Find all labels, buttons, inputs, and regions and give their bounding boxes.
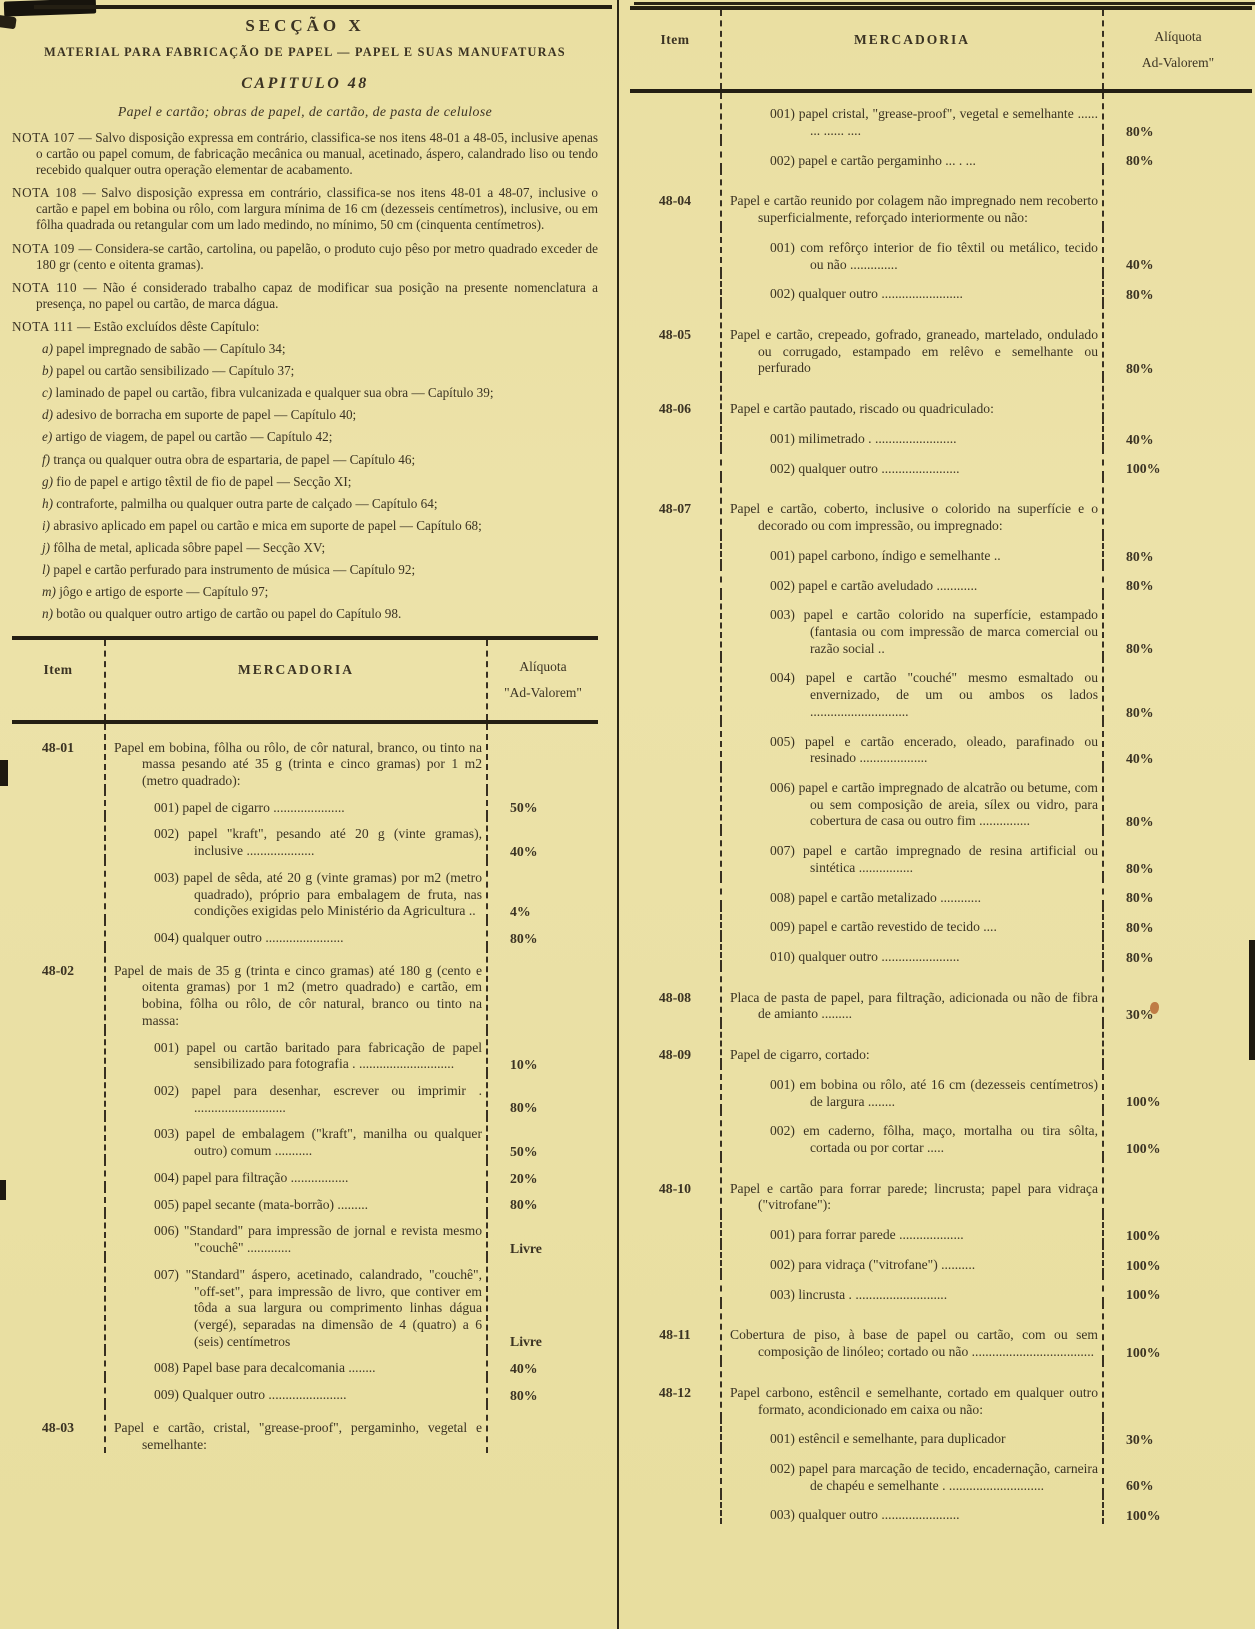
aliquota-value bbox=[486, 947, 598, 1030]
column-header-mercadoria: MERCADORIA bbox=[720, 10, 1102, 89]
aliquota-value: 40% bbox=[486, 1350, 598, 1377]
item-number bbox=[12, 1030, 104, 1073]
column-divider-rule bbox=[617, 0, 619, 1629]
exclusion-letter: n) bbox=[42, 606, 53, 622]
aliquota-value: 100% bbox=[1102, 1303, 1252, 1360]
aliquota-value: 80% bbox=[1102, 273, 1252, 303]
aliquota-value: 80% bbox=[1102, 906, 1252, 936]
section-title: SECÇÃO X bbox=[245, 16, 365, 35]
sub-item-code: 005) bbox=[770, 733, 806, 749]
tariff-subrow bbox=[12, 920, 598, 947]
tariff-subrow bbox=[630, 877, 1252, 907]
item-number bbox=[12, 1257, 104, 1351]
mercadoria-description: Cobertura de piso, à base de papel ou cartão, com ou sem composição de linóleo; cortado ou não .................................... bbox=[720, 1303, 1102, 1360]
item-number bbox=[12, 816, 104, 859]
aliquota-value: 80% bbox=[486, 1187, 598, 1214]
column-header-aliquota bbox=[486, 640, 598, 719]
tariff-row bbox=[630, 377, 1252, 418]
tariff-subrow bbox=[630, 535, 1252, 565]
exclusion-item: m) jôgo e artigo de esporte — Capítulo 97; bbox=[42, 584, 269, 600]
mercadoria-description: 002) papel "kraft", pesando até 20 g (vinte gramas), inclusive .................... bbox=[104, 816, 486, 859]
mercadoria-description: 003) papel de embalagem ("kraft", manilha ou qualquer outro) comum ........... bbox=[104, 1116, 486, 1159]
sub-item-code: 001) bbox=[154, 799, 183, 815]
mercadoria-description: 002) papel para marcação de tecido, encadernação, carneira de chapéu e semelhante . ............................ bbox=[720, 1448, 1102, 1494]
mercadoria-description: 003) papel de sêda, até 20 g (vinte gramas) por m2 (metro quadrado), próprio para embalagem de fruta, nas condições exigidas pelo Ministério da Agricultura .. bbox=[104, 860, 486, 920]
mercadoria-description: 003) lincrusta . ........................... bbox=[720, 1274, 1102, 1304]
item-number bbox=[630, 1418, 720, 1448]
item-number bbox=[630, 565, 720, 595]
tariff-subrow bbox=[630, 1244, 1252, 1274]
exclusion-letter: j) bbox=[42, 539, 51, 555]
tariff-subrow bbox=[630, 906, 1252, 936]
mercadoria-description: 002) para vidraça ("vitrofane") .......... bbox=[720, 1244, 1102, 1274]
aliquota-line2: Ad-Valorem" bbox=[1141, 54, 1215, 70]
exclusion-letter: g) bbox=[42, 473, 53, 489]
item-number bbox=[630, 1064, 720, 1110]
aliquota-value bbox=[1102, 377, 1252, 418]
mercadoria-description: 007) papel e cartão impregnado de resina artificial ou sintética ................ bbox=[720, 830, 1102, 876]
aliquota-value: 100% bbox=[1102, 1064, 1252, 1110]
item-number bbox=[630, 936, 720, 966]
aliquota-value: 40% bbox=[486, 816, 598, 859]
mercadoria-description: 001) papel cristal, "grease-proof", vegetal e semelhante ...... ... ...... .... bbox=[720, 93, 1102, 139]
sub-item-code: 002) bbox=[770, 460, 799, 476]
aliquota-line1: Alíquota bbox=[519, 659, 567, 675]
sub-item-code: 001) bbox=[770, 430, 799, 446]
exclusion-letter: m) bbox=[42, 584, 56, 600]
aliquota-value: 80% bbox=[1102, 535, 1252, 565]
note: NOTA 109 — Considera-se cartão, cartolina, ou papelão, o produto cujo pêso por metro quadrado exceder de 180 gr (cento e oitenta gramas). bbox=[12, 240, 598, 272]
item-number bbox=[630, 273, 720, 303]
mercadoria-description: 002) qualquer outro ........................ bbox=[720, 273, 1102, 303]
sub-item-code: 002) bbox=[770, 286, 799, 302]
sub-item-code: 002) bbox=[770, 152, 799, 168]
tariff-row bbox=[12, 724, 598, 790]
mercadoria-description: 006) "Standard" para impressão de jornal e revista mesmo "couchê" ............. bbox=[104, 1213, 486, 1256]
tariff-subrow bbox=[12, 1116, 598, 1159]
item-number bbox=[12, 1187, 104, 1214]
chapter-description: Papel e cartão; obras de papel, de cartão, de pasta de celulose bbox=[117, 104, 493, 119]
item-number: 48-01 bbox=[41, 739, 75, 755]
note: NOTA 108 — Salvo disposição expressa em contrário, classifica-se nos itens 48-01 a 48-07, inclusive o cartão e papel em bobina ou rôlo, com largura mínima de 16 cm (dezesseis centímetros), inclusive, ou em fôlha quadrada ou retangular com um lado medindo, no mínimo, 50 cm (cinquenta centímetros). bbox=[12, 185, 598, 233]
tariff-subrow bbox=[12, 1187, 598, 1214]
sub-item-code: 007) bbox=[770, 843, 803, 859]
sub-item-code: 001) bbox=[770, 547, 799, 563]
aliquota-line2: "Ad-Valorem" bbox=[504, 684, 582, 700]
mercadoria-description: Papel e cartão para forrar parede; lincrusta; papel para vidraça ("vitrofane"): bbox=[720, 1157, 1102, 1214]
column-header-mercadoria: MERCADORIA bbox=[104, 640, 486, 719]
item-number: 48-06 bbox=[658, 401, 692, 417]
exclusion-letter: i) bbox=[42, 517, 51, 533]
tariff-subrow bbox=[630, 721, 1252, 767]
sub-item-code: 003) bbox=[154, 1126, 186, 1142]
exclusion-item: n) botão ou qualquer outro artigo de cartão ou papel do Capítulo 98. bbox=[42, 606, 402, 622]
item-number bbox=[630, 830, 720, 876]
scan-edge-mark bbox=[0, 760, 8, 786]
tariff-subrow bbox=[630, 830, 1252, 876]
sub-item-code: 002) bbox=[770, 1460, 799, 1476]
mercadoria-description: 001) estêncil e semelhante, para duplicador bbox=[720, 1418, 1102, 1448]
tariff-row bbox=[630, 1023, 1252, 1064]
item-number bbox=[630, 721, 720, 767]
mercadoria-description: 002) papel e cartão pergaminho ... . ... bbox=[720, 140, 1102, 170]
sub-item-code: 003) bbox=[154, 869, 184, 885]
item-number bbox=[630, 767, 720, 830]
aliquota-value: 40% bbox=[1102, 721, 1252, 767]
table-body bbox=[630, 93, 1252, 1524]
sub-item-code: 004) bbox=[154, 930, 183, 945]
aliquota-value: 100% bbox=[1102, 1494, 1252, 1524]
exclusion-item: h) contraforte, palmilha ou qualquer outra parte de calçado — Capítulo 64; bbox=[42, 495, 438, 511]
mercadoria-description: Placa de pasta de papel, para filtração, adicionada ou não de fibra de amianto ......... bbox=[720, 966, 1102, 1023]
tariff-subrow bbox=[12, 790, 598, 817]
mercadoria-description: 008) Papel base para decalcomania ........ bbox=[104, 1350, 486, 1377]
item-number bbox=[630, 140, 720, 170]
mercadoria-description: 004) papel para filtração ................. bbox=[104, 1160, 486, 1187]
exclusion-item: e) artigo de viagem, de papel ou cartão — Capítulo 42; bbox=[42, 429, 333, 445]
aliquota-line1: Alíquota bbox=[1154, 29, 1202, 44]
aliquota-value bbox=[1102, 1157, 1252, 1214]
tariff-subrow bbox=[630, 1110, 1252, 1156]
scan-top-rule bbox=[34, 5, 612, 9]
mercadoria-description: 001) papel ou cartão baritado para fabricação de papel sensibilizado para fotografia . ............................ bbox=[104, 1030, 486, 1073]
item-number bbox=[630, 1244, 720, 1274]
item-number bbox=[630, 1110, 720, 1156]
item-number bbox=[12, 1160, 104, 1187]
exclusion-item: b) papel ou cartão sensibilizado — Capítulo 37; bbox=[42, 363, 295, 379]
aliquota-value: 100% bbox=[1102, 448, 1252, 478]
mercadoria-description: 002) papel e cartão aveludado ............ bbox=[720, 565, 1102, 595]
item-number: 48-08 bbox=[658, 989, 692, 1005]
left-column bbox=[12, 14, 598, 1453]
tariff-subrow bbox=[630, 767, 1252, 830]
tariff-row bbox=[630, 303, 1252, 377]
tariff-subrow bbox=[12, 1030, 598, 1073]
sub-item-code: 004) bbox=[154, 1169, 183, 1185]
tariff-subrow bbox=[12, 1073, 598, 1116]
mercadoria-description: 001) para forrar parede ................... bbox=[720, 1214, 1102, 1244]
mercadoria-description: Papel em bobina, fôlha ou rôlo, de côr natural, branco, ou tinto na massa pesando até 35 g (trinta e cinco gramas) por 1 m2 (metro quadrado): bbox=[104, 724, 486, 790]
aliquota-value: 80% bbox=[486, 1073, 598, 1116]
mercadoria-description: 006) papel e cartão impregnado de alcatrão ou betume, com ou sem composição de areia, sílex ou vidro, para cobertura de casa ou outro fim ............... bbox=[720, 767, 1102, 830]
item-number bbox=[630, 1494, 720, 1524]
exclusion-item: a) papel impregnado de sabão — Capítulo 34; bbox=[42, 341, 286, 357]
tariff-subrow bbox=[630, 93, 1252, 139]
item-number bbox=[12, 1350, 104, 1377]
tariff-subrow bbox=[12, 816, 598, 859]
exclusion-letter: b) bbox=[42, 363, 53, 379]
mercadoria-description: 009) Qualquer outro ....................... bbox=[104, 1377, 486, 1404]
section-subtitle: MATERIAL PARA FABRICAÇÃO DE PAPEL — PAPEL E SUAS MANUFATURAS bbox=[44, 45, 566, 59]
tariff-row bbox=[630, 477, 1252, 534]
aliquota-value: 80% bbox=[486, 920, 598, 947]
tariff-subrow bbox=[12, 1350, 598, 1377]
sub-item-code: 001) bbox=[770, 1227, 799, 1243]
tariff-subrow bbox=[12, 1160, 598, 1187]
aliquota-value: 80% bbox=[1102, 830, 1252, 876]
item-number bbox=[630, 906, 720, 936]
item-number bbox=[630, 1214, 720, 1244]
aliquota-value: Livre bbox=[486, 1257, 598, 1351]
aliquota-value: 100% bbox=[1102, 1214, 1252, 1244]
sub-item-code: 009) bbox=[770, 919, 799, 935]
tariff-subrow bbox=[630, 1418, 1252, 1448]
mercadoria-description: 007) "Standard" áspero, acetinado, calandrado, "couchê", "off-set", para impressão de livro, que contiver em tôda a sua largura ou comprimento linhas dágua (vergé), separadas na dimensão de 4 (quatro) a 6 (seis) centímetros bbox=[104, 1257, 486, 1351]
exclusion-letter: a) bbox=[42, 341, 53, 357]
mercadoria-description: Papel e cartão pautado, riscado ou quadriculado: bbox=[720, 377, 1102, 418]
item-number: 48-03 bbox=[41, 1419, 75, 1435]
sub-item-code: 006) bbox=[154, 1223, 184, 1239]
tariff-subrow bbox=[630, 273, 1252, 303]
sub-item-code: 001) bbox=[154, 1039, 187, 1055]
mercadoria-description: 002) em caderno, fôlha, maço, mortalha ou tira sôlta, cortada ou por cortar ..... bbox=[720, 1110, 1102, 1156]
item-number bbox=[630, 535, 720, 565]
exclusion-item: f) trança ou qualquer outra obra de espartaria, de papel — Capítulo 46; bbox=[42, 451, 416, 467]
tariff-subrow bbox=[630, 657, 1252, 720]
chapter-notes bbox=[12, 130, 598, 622]
mercadoria-description: 003) qualquer outro ....................... bbox=[720, 1494, 1102, 1524]
mercadoria-description: 009) papel e cartão revestido de tecido .... bbox=[720, 906, 1102, 936]
exclusion-letter: d) bbox=[42, 407, 53, 423]
item-number bbox=[630, 93, 720, 139]
tariff-row bbox=[12, 1404, 598, 1453]
aliquota-value: 80% bbox=[1102, 303, 1252, 377]
item-number bbox=[12, 860, 104, 920]
mercadoria-description: 001) papel de cigarro ..................... bbox=[104, 790, 486, 817]
mercadoria-description: 001) papel carbono, índigo e semelhante .. bbox=[720, 535, 1102, 565]
note: NOTA 110 — Não é considerado trabalho capaz de modificar sua posição na presente nomenclatura a presença, no papel ou cartão, de marca dágua. bbox=[12, 279, 598, 311]
mercadoria-description: Papel e cartão, crepeado, gofrado, graneado, martelado, ondulado ou corrugado, estampado em relêvo e semelhante ou perfurado bbox=[720, 303, 1102, 377]
aliquota-value: 100% bbox=[1102, 1110, 1252, 1156]
item-number bbox=[630, 227, 720, 273]
exclusion-item: j) fôlha de metal, aplicada sôbre papel — Secção XV; bbox=[42, 539, 326, 555]
tariff-subrow bbox=[630, 140, 1252, 170]
item-number: 48-09 bbox=[658, 1047, 692, 1063]
aliquota-value: 80% bbox=[1102, 140, 1252, 170]
note: NOTA 107 — Salvo disposição expressa em contrário, classifica-se nos itens 48-01 a 48-05, inclusive apenas o cartão ou papel comum, de fabricação mecânica ou manual, acetinado, áspero, calandrado liso ou tendo recebido qualquer outra operação elementar de acabamento. bbox=[12, 130, 598, 178]
item-number bbox=[12, 1377, 104, 1404]
mercadoria-description: 004) papel e cartão "couché" mesmo esmaltado ou envernizado, de um ou ambos os lados ............................. bbox=[720, 657, 1102, 720]
sub-item-code: 001) bbox=[770, 239, 801, 255]
sub-item-code: 003) bbox=[770, 1507, 799, 1523]
mercadoria-description: 008) papel e cartão metalizado ............ bbox=[720, 877, 1102, 907]
item-number bbox=[12, 1073, 104, 1116]
tariff-row bbox=[630, 966, 1252, 1023]
aliquota-value bbox=[486, 1404, 598, 1453]
item-number: 48-10 bbox=[658, 1180, 692, 1196]
sub-item-code: 002) bbox=[770, 1123, 804, 1139]
sub-item-code: 002) bbox=[770, 577, 799, 593]
sub-item-code: 006) bbox=[770, 779, 799, 795]
tariff-subrow bbox=[12, 1377, 598, 1404]
item-number: 48-05 bbox=[658, 327, 692, 343]
item-number: 48-11 bbox=[659, 1327, 691, 1343]
exclusion-letter: f) bbox=[42, 451, 51, 467]
aliquota-value: 80% bbox=[1102, 657, 1252, 720]
table-header bbox=[630, 6, 1252, 93]
aliquota-value: 100% bbox=[1102, 1244, 1252, 1274]
right-column bbox=[630, 2, 1252, 1524]
tariff-subrow bbox=[630, 448, 1252, 478]
sub-item-code: 003) bbox=[770, 607, 804, 623]
mercadoria-description: Papel e cartão reunido por colagem não impregnado nem recoberto superficialmente, reforçado interiormente ou não: bbox=[720, 169, 1102, 226]
exclusion-letter: e) bbox=[42, 429, 53, 445]
aliquota-value: 60% bbox=[1102, 1448, 1252, 1494]
aliquota-value: 4% bbox=[486, 860, 598, 920]
sub-item-code: 008) bbox=[154, 1360, 183, 1376]
item-number bbox=[12, 920, 104, 947]
mercadoria-description: Papel de mais de 35 g (trinta e cinco gramas) até 180 g (cento e oitenta gramas) por 1 m2 (metro quadrado) e cartão, em bobina, fôlha ou rôlo, de côr natural, branco ou tinto na massa: bbox=[104, 947, 486, 1030]
exclusion-item: l) papel e cartão perfurado para instrumento de música — Capítulo 92; bbox=[42, 561, 416, 577]
tariff-subrow bbox=[630, 1448, 1252, 1494]
aliquota-value: 80% bbox=[1102, 877, 1252, 907]
aliquota-value bbox=[1102, 1023, 1252, 1064]
aliquota-value: 80% bbox=[486, 1377, 598, 1404]
item-number bbox=[630, 877, 720, 907]
tariff-row bbox=[12, 947, 598, 1030]
mercadoria-description: Papel carbono, estêncil e semelhante, cortado em qualquer outro formato, acondicionado em caixa ou não: bbox=[720, 1361, 1102, 1418]
chapter-title: CAPITULO 48 bbox=[241, 75, 369, 92]
exclusion-letter: l) bbox=[42, 561, 51, 577]
note-label: NOTA 107 bbox=[12, 130, 75, 145]
mercadoria-description: 002) papel para desenhar, escrever ou imprimir . ........................... bbox=[104, 1073, 486, 1116]
sub-item-code: 009) bbox=[154, 1387, 183, 1403]
aliquota-value bbox=[486, 724, 598, 790]
tariff-row bbox=[630, 1157, 1252, 1214]
sub-item-code: 007) bbox=[154, 1266, 186, 1282]
item-number bbox=[12, 1213, 104, 1256]
table-header bbox=[12, 636, 598, 723]
item-number: 48-07 bbox=[658, 501, 692, 517]
item-number bbox=[630, 448, 720, 478]
item-number bbox=[12, 1116, 104, 1159]
item-number bbox=[630, 418, 720, 448]
item-number bbox=[630, 657, 720, 720]
tariff-subrow bbox=[630, 565, 1252, 595]
column-header-aliquota bbox=[1102, 10, 1252, 89]
tariff-subrow bbox=[630, 594, 1252, 657]
tariff-subrow bbox=[630, 1494, 1252, 1524]
item-number bbox=[630, 594, 720, 657]
aliquota-value: 20% bbox=[486, 1160, 598, 1187]
item-number: 48-02 bbox=[41, 962, 75, 978]
aliquota-value: Livre bbox=[486, 1213, 598, 1256]
mercadoria-description: 005) papel secante (mata-borrão) ......... bbox=[104, 1187, 486, 1214]
aliquota-value: 40% bbox=[1102, 227, 1252, 273]
sub-item-code: 010) bbox=[770, 949, 799, 964]
aliquota-value: 80% bbox=[1102, 936, 1252, 966]
column-header-item: Item bbox=[660, 32, 690, 47]
tariff-subrow bbox=[630, 1064, 1252, 1110]
item-number: 48-04 bbox=[658, 193, 692, 209]
mercadoria-description: 002) qualquer outro ....................... bbox=[720, 448, 1102, 478]
exclusion-item: d) adesivo de borracha em suporte de papel — Capítulo 40; bbox=[42, 407, 357, 423]
scan-edge-mark bbox=[0, 1180, 6, 1200]
sub-item-code: 004) bbox=[770, 670, 806, 686]
exclusion-letter: h) bbox=[42, 495, 53, 511]
mercadoria-description: 004) qualquer outro ....................... bbox=[104, 920, 486, 947]
exclusion-letter: c) bbox=[42, 385, 53, 401]
item-number bbox=[12, 790, 104, 817]
tariff-subrow bbox=[630, 1274, 1252, 1304]
note-label: NOTA 109 bbox=[12, 240, 75, 256]
note-label: NOTA 108 bbox=[12, 185, 77, 201]
sub-item-code: 002) bbox=[770, 1256, 799, 1272]
tariff-subrow bbox=[630, 227, 1252, 273]
exclusion-item: i) abrasivo aplicado em papel ou cartão e mica em suporte de papel — Capítulo 68; bbox=[42, 517, 482, 533]
mercadoria-description: 001) milimetrado . ........................ bbox=[720, 418, 1102, 448]
aliquota-value bbox=[1102, 169, 1252, 226]
mercadoria-description: 003) papel e cartão colorido na superfície, estampado (fantasia ou com impressão de marca comercial ou razão social .. bbox=[720, 594, 1102, 657]
aliquota-value bbox=[1102, 477, 1252, 534]
aliquota-value: 30% bbox=[1102, 1418, 1252, 1448]
tariff-subrow bbox=[12, 860, 598, 920]
aliquota-value: 80% bbox=[1102, 565, 1252, 595]
note-label: NOTA 110 bbox=[12, 279, 78, 295]
tariff-subrow bbox=[630, 936, 1252, 966]
aliquota-value: 50% bbox=[486, 1116, 598, 1159]
tariff-row bbox=[630, 169, 1252, 226]
mercadoria-description: 005) papel e cartão encerado, oleado, parafinado ou resinado .................... bbox=[720, 721, 1102, 767]
sub-item-code: 002) bbox=[154, 826, 189, 842]
mercadoria-description: 001) em bobina ou rôlo, até 16 cm (dezesseis centímetros) de largura ........ bbox=[720, 1064, 1102, 1110]
exclusion-item: g) fio de papel e artigo têxtil de fio de papel — Secção XI; bbox=[42, 473, 352, 489]
sub-item-code: 001) bbox=[770, 1431, 799, 1447]
aliquota-value: 50% bbox=[486, 790, 598, 817]
note-label: NOTA 111 bbox=[12, 318, 74, 334]
mercadoria-description: Papel de cigarro, cortado: bbox=[720, 1023, 1102, 1064]
mercadoria-description: Papel e cartão, cristal, "grease-proof", pergaminho, vegetal e semelhante: bbox=[104, 1404, 486, 1453]
sub-item-code: 001) bbox=[770, 1076, 800, 1092]
tariff-subrow bbox=[12, 1257, 598, 1351]
aliquota-value: 80% bbox=[1102, 594, 1252, 657]
column-header-item: Item bbox=[43, 662, 73, 678]
sub-item-code: 005) bbox=[154, 1196, 183, 1212]
item-number bbox=[630, 1274, 720, 1304]
item-number bbox=[630, 1448, 720, 1494]
aliquota-value: 80% bbox=[1102, 767, 1252, 830]
table-body bbox=[12, 724, 598, 1454]
mercadoria-description: Papel e cartão, coberto, inclusive o colorido na superfície e o decorado ou com impressão, ou impregnado: bbox=[720, 477, 1102, 534]
aliquota-value: 40% bbox=[1102, 418, 1252, 448]
note: NOTA 111 — Estão excluídos dêste Capítulo: bbox=[12, 318, 260, 334]
tariff-subrow bbox=[12, 1213, 598, 1256]
sub-item-code: 001) bbox=[770, 106, 799, 122]
tariff-subrow bbox=[630, 1214, 1252, 1244]
aliquota-value: 10% bbox=[486, 1030, 598, 1073]
exclusion-item: c) laminado de papel ou cartão, fibra vulcanizada e qualquer sua obra — Capítulo 39; bbox=[42, 385, 494, 401]
tariff-subrow bbox=[630, 418, 1252, 448]
aliquota-value: 80% bbox=[1102, 93, 1252, 139]
aliquota-value: 30% bbox=[1102, 966, 1252, 1023]
tariff-row bbox=[630, 1361, 1252, 1418]
aliquota-value bbox=[1102, 1361, 1252, 1418]
left-tariff-table bbox=[12, 636, 598, 1453]
mercadoria-description: 010) qualquer outro ....................... bbox=[720, 936, 1102, 966]
item-number: 48-12 bbox=[658, 1384, 692, 1400]
right-tariff-table bbox=[630, 6, 1252, 1524]
sub-item-code: 002) bbox=[154, 1083, 192, 1099]
sub-item-code: 003) bbox=[770, 1286, 799, 1302]
tariff-row bbox=[630, 1303, 1252, 1360]
sub-item-code: 008) bbox=[770, 889, 799, 905]
mercadoria-description: 001) com refôrço interior de fio têxtil ou metálico, tecido ou não .............. bbox=[720, 227, 1102, 273]
aliquota-value: 100% bbox=[1102, 1274, 1252, 1304]
